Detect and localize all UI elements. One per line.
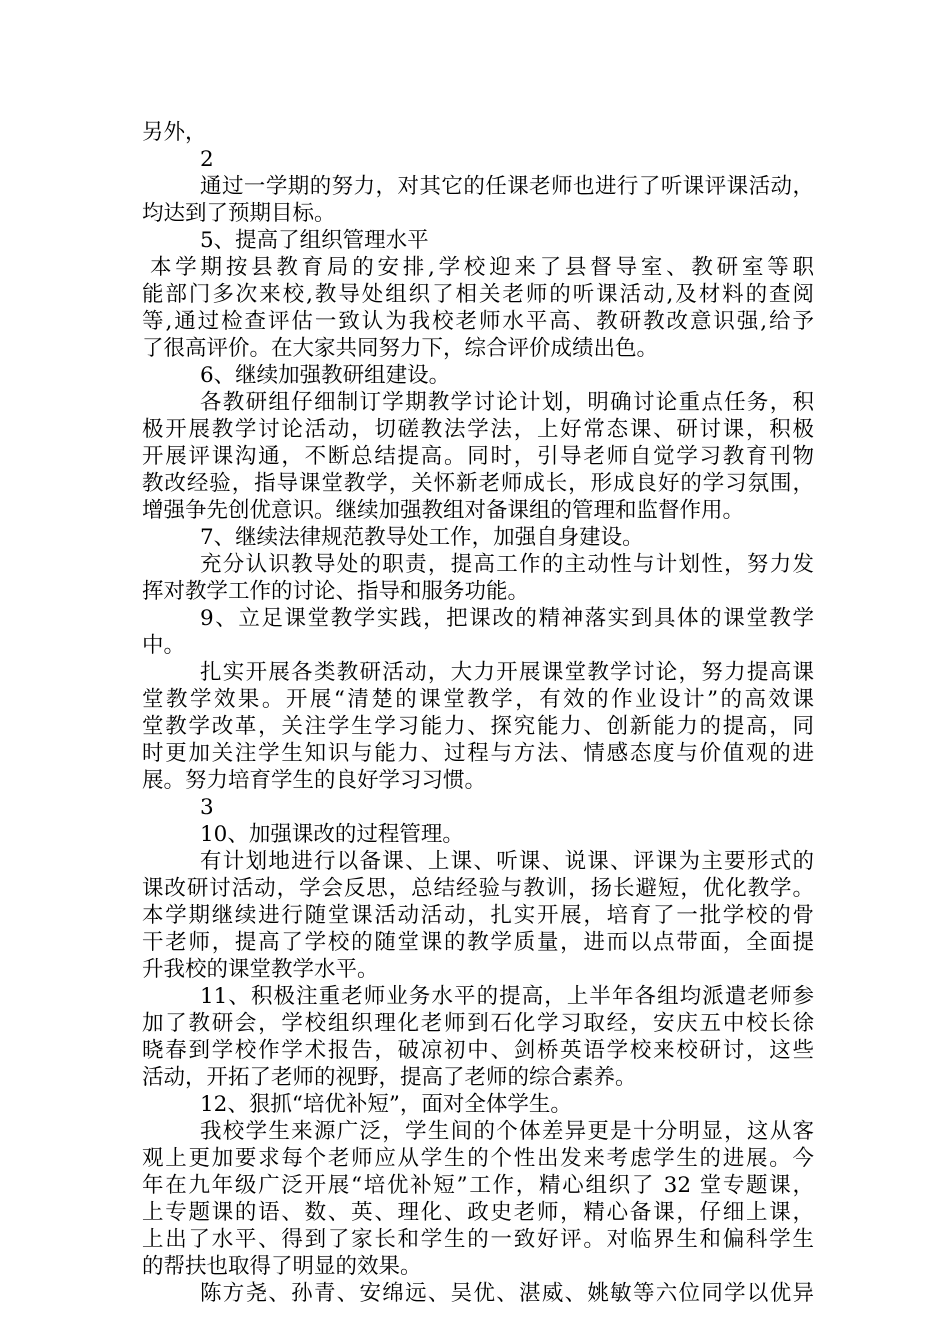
text-line: 通过一学期的努力，对其它的任课老师也进行了听课评课活动，	[200, 174, 814, 199]
text-line: 展。努力培育学生的良好学习习惯。	[142, 768, 487, 793]
text-line: 各教研组仔细制订学期教学讨论计划，明确讨论重点任务，积	[200, 390, 814, 415]
text-line: 挥对教学工作的讨论、指导和服务功能。	[142, 579, 530, 604]
text-line: 均达到了预期目标。	[142, 201, 336, 226]
text-line: 本学期按县教育局的安排,学校迎来了县督导室、教研室等职	[150, 255, 814, 280]
text-line: 有计划地进行以备课、上课、听课、说课、评课为主要形式的	[200, 849, 814, 874]
text-line: 另外，	[142, 120, 207, 145]
text-line: 5、提高了组织管理水平	[200, 228, 429, 253]
text-line: 的帮扶也取得了明显的效果。	[142, 1254, 422, 1279]
text-line: 升我校的课堂教学水平。	[142, 957, 379, 982]
text-line: 充分认识教导处的职责，提高工作的主动性与计划性，努力发	[200, 552, 814, 577]
text-line: 开展评课沟通，不断总结提高。同时，引导老师自觉学习教育刊物	[142, 444, 814, 469]
text-line: 年在九年级广泛开展“培优补短”工作，精心组织了 32 堂专题课，	[142, 1173, 814, 1198]
text-line: 我校学生来源广泛，学生间的个体差异更是十分明显，这从客	[200, 1119, 814, 1144]
text-line: 加了教研会，学校组织理化老师到石化学习取经，安庆五中校长徐	[142, 1011, 814, 1036]
text-line: 时更加关注学生知识与能力、过程与方法、情感态度与价值观的进	[142, 741, 814, 766]
text-line: 干老师，提高了学校的随堂课的教学质量，进而以点带面，全面提	[142, 930, 814, 955]
text-line: 上专题课的语、数、英、理化、政史老师，精心备课，仔细上课，	[142, 1200, 814, 1225]
text-line: 晓春到学校作学术报告，破凉初中、剑桥英语学校来校研讨，这些	[142, 1038, 814, 1063]
text-line: 本学期继续进行随堂课活动活动，扎实开展，培育了一批学校的骨	[142, 903, 814, 928]
text-line: 3	[200, 795, 214, 820]
text-line: 课改研讨活动，学会反思，总结经验与教训，扬长避短，优化教学。	[142, 876, 814, 901]
text-line: 堂教学效果。开展“清楚的课堂教学，有效的作业设计”的高效课	[142, 687, 814, 712]
text-line: 12、狠抓“培优补短”，面对全体学生。	[200, 1092, 572, 1117]
text-line: 7、继续法律规范教导处工作，加强自身建设。	[200, 525, 644, 550]
text-line: 陈方尧、孙青、安绵远、吴优、湛威、姚敏等六位同学以优异	[200, 1281, 814, 1306]
text-line: 扎实开展各类教研活动，大力开展课堂教学讨论，努力提高课	[200, 660, 814, 685]
text-line: 6、继续加强教研组建设。	[200, 363, 451, 388]
text-line: 能部门多次来校,教导处组织了相关老师的听课活动,及材料的查阅	[142, 282, 814, 307]
document-body	[142, 119, 814, 1307]
text-line: 了很高评价。在大家共同努力下，综合评价成绩出色。	[142, 336, 659, 361]
text-line: 11、积极注重老师业务水平的提高，上半年各组均派遣老师参	[200, 984, 814, 1009]
text-line: 观上更加要求每个老师应从学生的个性出发来考虑学生的进展。今	[142, 1146, 814, 1171]
text-line: 10、加强课改的过程管理。	[200, 822, 464, 847]
text-line: 活动，开拓了老师的视野，提高了老师的综合素养。	[142, 1065, 637, 1090]
text-line: 上出了水平、得到了家长和学生的一致好评。对临界生和偏科学生	[142, 1227, 814, 1252]
text-line: 堂教学改革，关注学生学习能力、探究能力、创新能力的提高，同	[142, 714, 814, 739]
text-line: 极开展教学讨论活动，切磋教法学法，上好常态课、研讨课，积极	[142, 417, 814, 442]
text-line: 2	[200, 147, 214, 172]
text-line: 教改经验，指导课堂教学，关怀新老师成长，形成良好的学习氛围，	[142, 471, 814, 496]
text-line: 增强争先创优意识。继续加强教组对备课组的管理和监督作用。	[142, 498, 745, 523]
text-line: 中。	[142, 633, 186, 658]
text-line: 9、立足课堂教学实践，把课改的精神落实到具体的课堂教学	[200, 606, 814, 631]
text-line: 等,通过检查评估一致认为我校老师水平高、教研教改意识强,给予	[142, 309, 814, 334]
